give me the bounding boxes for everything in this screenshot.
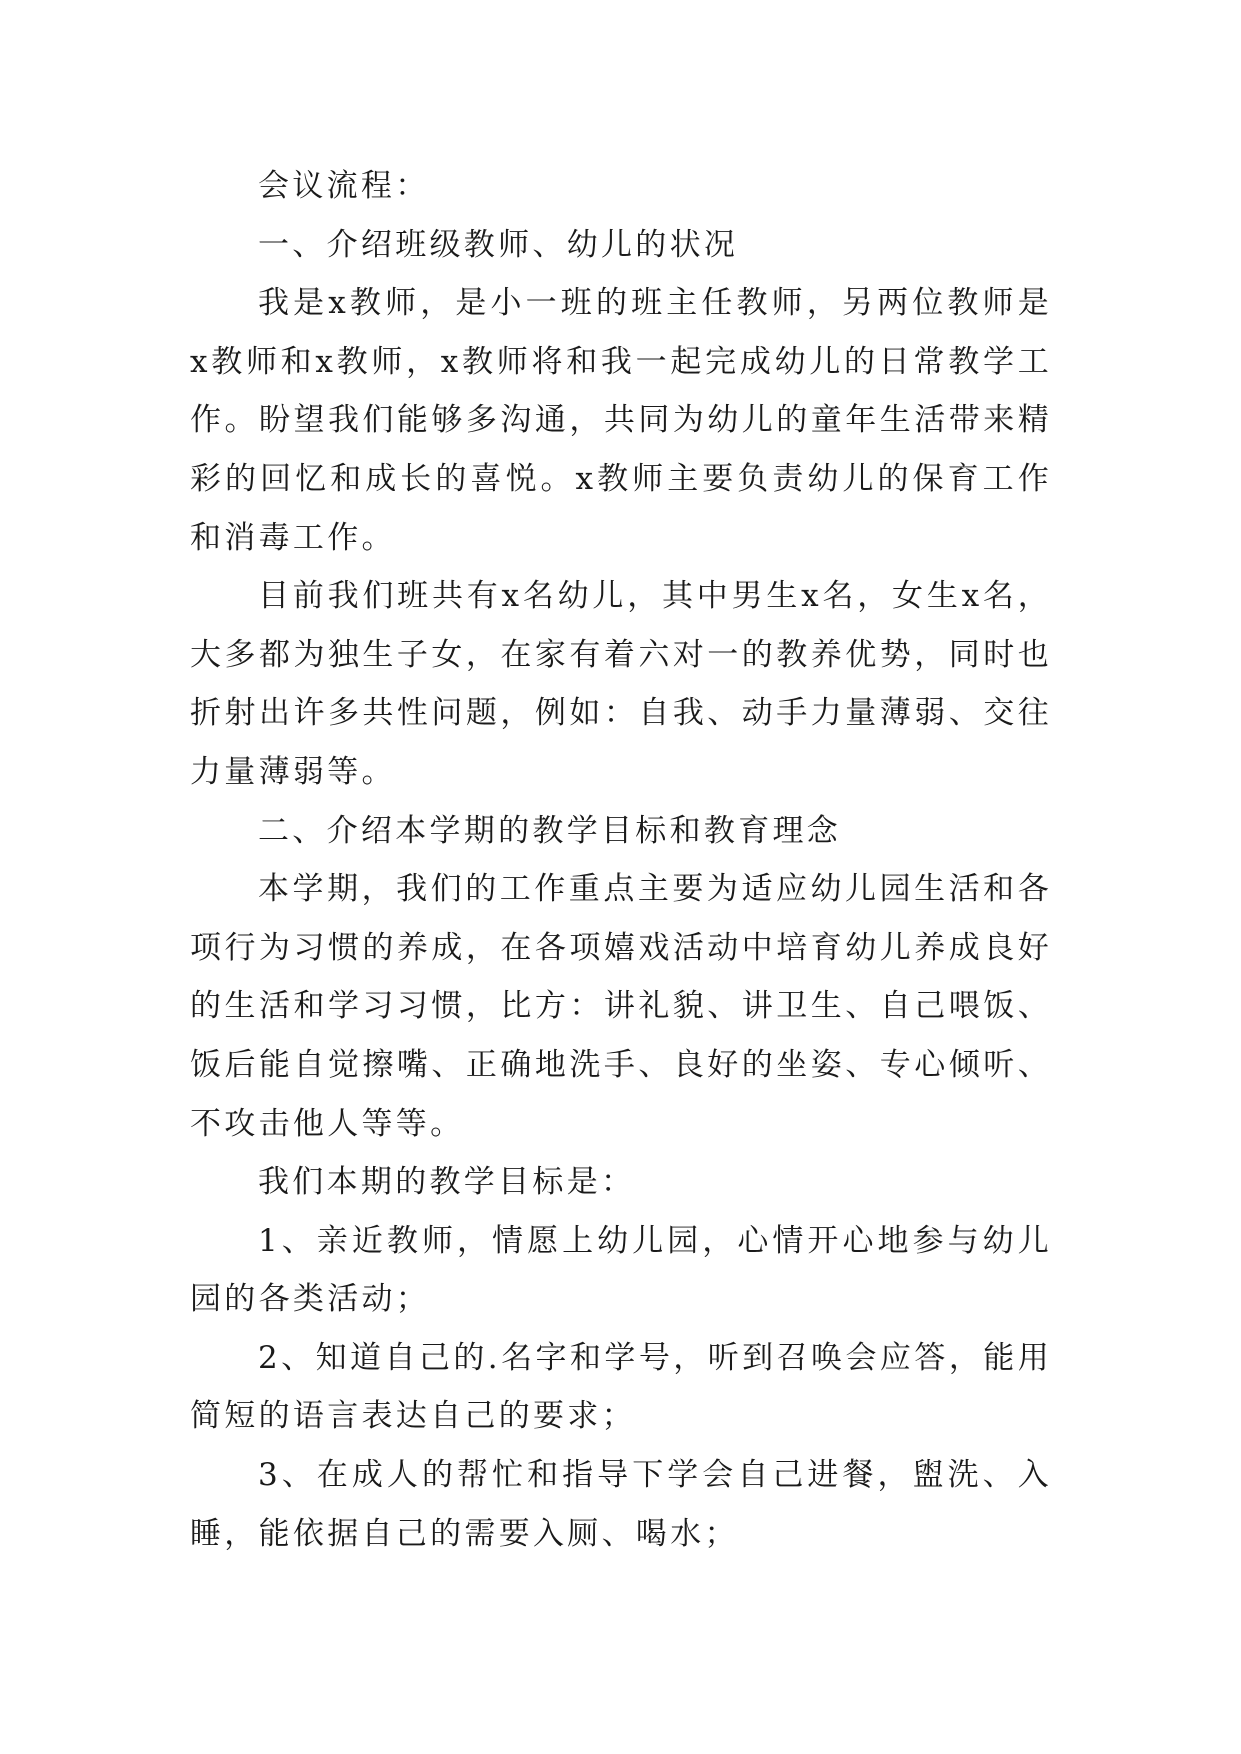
paragraph-goal-1: 1、亲近教师，情愿上幼儿园，心情开心地参与幼儿园的各类活动； <box>190 1222 1052 1318</box>
paragraph-teacher-introduction: 我是x教师，是小一班的班主任教师，另两位教师是x教师和x教师，x教师将和我一起完成幼儿的日常教学工作。盼望我们能够多沟通，共同为幼儿的童年生活带来精彩的回忆和成长的喜悦。x教师主要负责幼儿的保育工作和消毒工作。 <box>190 285 1052 556</box>
paragraph-section-two-heading: 二、介绍本学期的教学目标和教育理念 <box>258 812 842 849</box>
paragraph-goals-intro: 我们本期的教学目标是： <box>258 1164 636 1201</box>
paragraph-meeting-agenda-heading: 会议流程： <box>258 168 430 204</box>
paragraph-class-status: 目前我们班共有x名幼儿，其中男生x名，女生x名，大多都为独生子女，在家有着六对一的教养优势，同时也折射出许多共性问题，例如：自我、动手力量薄弱、交往力量薄弱等。 <box>190 578 1052 790</box>
paragraph-section-one-heading: 一、介绍班级教师、幼儿的状况 <box>258 226 739 263</box>
paragraph-goal-3: 3、在成人的帮忙和指导下学会自己进餐，盥洗、入睡，能依据自己的需要入厕、喝水； <box>190 1457 1052 1552</box>
paragraph-semester-focus: 本学期，我们的工作重点主要为适应幼儿园生活和各项行为习惯的养成，在各项嬉戏活动中培育幼儿养成良好的生活和学习习惯，比方：讲礼貌、讲卫生、自己喂饭、饭后能自觉擦嘴、正确地洗手、良好的坐姿、专心倾听、不攻击他人等等。 <box>190 871 1052 1142</box>
document-body <box>190 157 1052 1563</box>
paragraph-goal-2: 2、知道自己的.名字和学号，听到召唤会应答，能用简短的语言表达自己的要求； <box>190 1339 1052 1435</box>
